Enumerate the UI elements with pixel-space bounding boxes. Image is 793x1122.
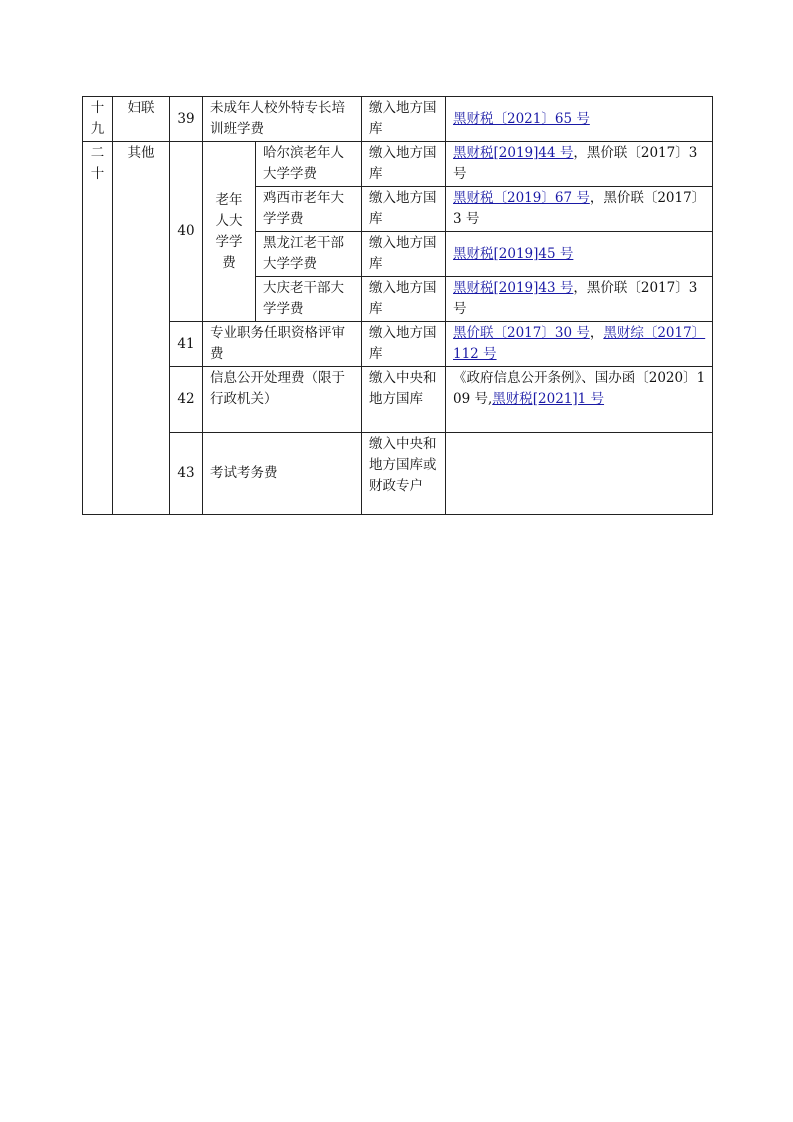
item-cell: 大庆老干部大学学费 [256,277,362,322]
destination-cell: 缴入地方国库 [362,277,446,322]
basis-text: ，黑价联〔2017〕3 号 [453,145,698,182]
basis-text: ，黑价联〔2017〕3 号 [453,190,706,227]
item-cell: 鸡西市老年大学学费 [256,187,362,232]
destination-cell: 缴入地方国库 [362,97,446,142]
table-row [83,433,713,515]
destination-cell: 缴入中央和地方国库或财政专户 [362,433,446,515]
item-cell: 哈尔滨老年人大学学费 [256,142,362,187]
basis-separator: ， [589,325,604,341]
basis-link[interactable]: 黑财综〔2017〕112 号 [453,325,706,362]
item-cell: 考试考务费 [203,433,362,515]
basis-text: 《政府信息公开条例》、国办函〔2020〕109 号, [453,370,706,407]
basis-cell [446,322,713,367]
number-cell: 42 [170,367,203,433]
basis-cell [446,142,713,187]
basis-cell [446,232,713,277]
basis-link[interactable]: 黑价联〔2017〕30 号 [453,325,590,341]
destination-cell: 缴入地方国库 [362,187,446,232]
basis-cell [446,187,713,232]
table-row [83,97,713,142]
group-cell: 老年人大学学费 [203,142,256,322]
table-row [83,367,713,433]
item-cell: 黑龙江老干部大学学费 [256,232,362,277]
category-cell: 二十 [83,142,113,515]
destination-cell: 缴入地方国库 [362,232,446,277]
basis-cell [446,367,713,433]
destination-cell: 缴入中央和地方国库 [362,367,446,433]
destination-cell: 缴入地方国库 [362,322,446,367]
fee-table [82,96,713,515]
basis-link[interactable]: 黑财税[2019]43 号 [453,280,574,296]
table-row [83,142,713,187]
department-cell: 妇联 [113,97,170,142]
number-cell: 40 [170,142,203,322]
table-row [83,322,713,367]
number-cell: 43 [170,433,203,515]
basis-cell [446,277,713,322]
item-cell: 专业职务任职资格评审费 [203,322,362,367]
item-cell: 信息公开处理费（限于行政机关） [203,367,362,433]
category-cell: 十九 [83,97,113,142]
basis-link[interactable]: 黑财税[2019]44 号 [453,145,574,161]
basis-link[interactable]: 黑财税〔2021〕65 号 [453,110,590,127]
fee-table-page [82,96,713,515]
number-cell: 39 [170,97,203,142]
department-cell: 其他 [113,142,170,515]
basis-text: ，黑价联〔2017〕3 号 [453,280,698,317]
item-cell: 未成年人校外特专长培训班学费 [203,97,362,142]
destination-cell: 缴入地方国库 [362,142,446,187]
basis-cell [446,97,713,142]
basis-link[interactable]: 黑财税[2021]1 号 [492,391,605,407]
basis-link[interactable]: 黑财税〔2019〕67 号 [453,190,590,206]
basis-cell [446,433,713,515]
basis-link[interactable]: 黑财税[2019]45 号 [453,245,574,262]
number-cell: 41 [170,322,203,367]
